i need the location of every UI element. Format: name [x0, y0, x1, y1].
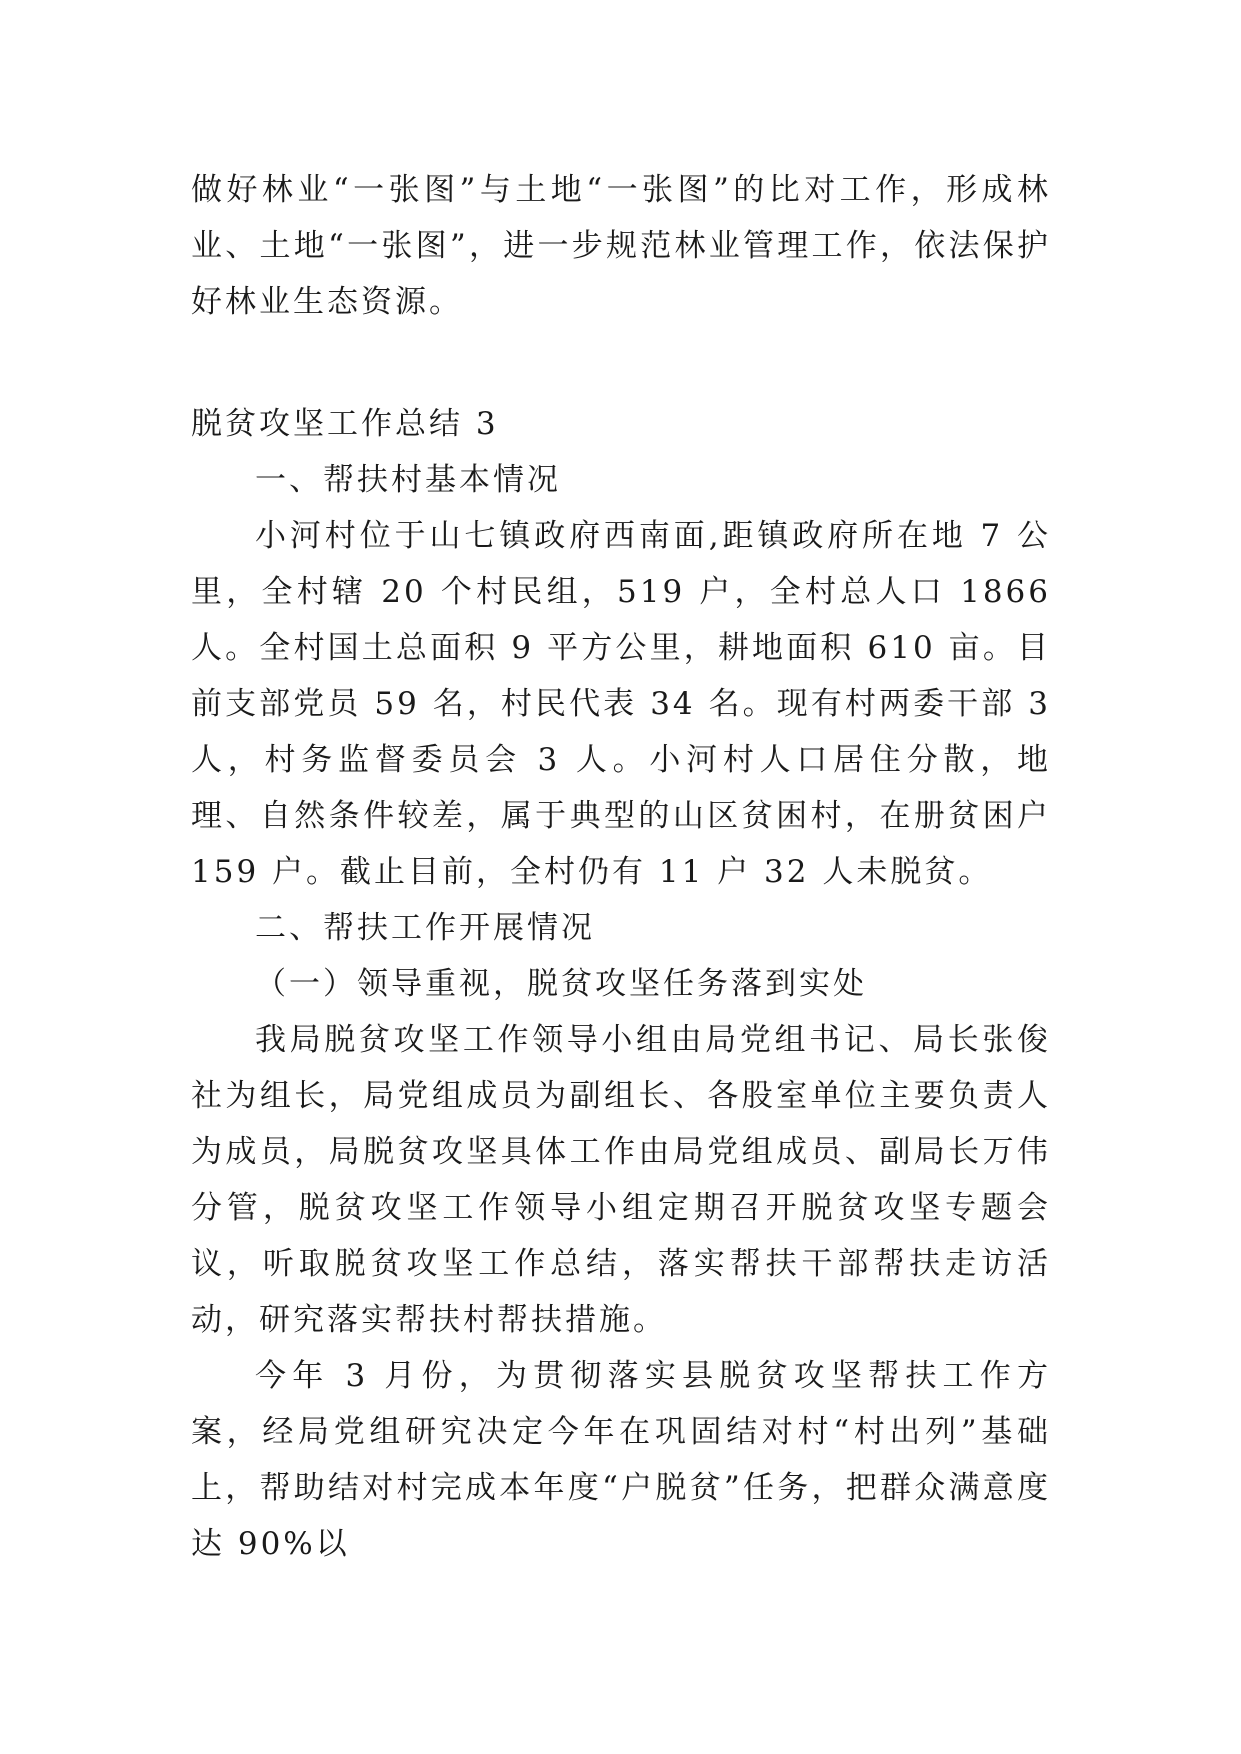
section1-paragraph: 小河村位于山七镇政府西南面,距镇政府所在地 7 公里，全村辖 20 个村民组，519 户，全村总人口 1866 人。全村国土总面积 9 平方公里，耕地面积 610 亩。目前支部党员 59 名，村民代表 34 名。现有村两委干部 3 人，村务监督委员会 3 人。小河村人口居住分散，地理、自然条件较差，属于典型的山区贫困村，在册贫困户 159 户。截止目前，全村仍有 11 户 32 人未脱贫。 [191, 518, 1051, 890]
main-content-block [191, 396, 1051, 1572]
section2-subheading-1: （一）领导重视，脱贫攻坚任务落到实处 [255, 966, 867, 1002]
section2-paragraph-2: 今年 3 月份，为贯彻落实县脱贫攻坚帮扶工作方案，经局党组研究决定今年在巩固结对村“村出列”基础上，帮助结对村完成本年度“户脱贫”任务，把群众满意度达 90%以 [191, 1358, 1051, 1562]
document-title: 脱贫攻坚工作总结 3 [191, 406, 499, 442]
section1-heading: 一、帮扶村基本情况 [255, 462, 561, 498]
continuation-paragraph: 做好林业“一张图”与土地“一张图”的比对工作，形成林业、土地“一张图”，进一步规范林业管理工作，依法保护好林业生态资源。 [191, 172, 1051, 320]
section2-heading: 二、帮扶工作开展情况 [255, 910, 595, 946]
section2-paragraph-1: 我局脱贫攻坚工作领导小组由局党组书记、局长张俊社为组长，局党组成员为副组长、各股室单位主要负责人为成员，局脱贫攻坚具体工作由局党组成员、副局长万伟分管，脱贫攻坚工作领导小组定期召开脱贫攻坚专题会议，听取脱贫攻坚工作总结，落实帮扶干部帮扶走访活动，研究落实帮扶村帮扶措施。 [191, 1022, 1051, 1338]
continuation-block [191, 162, 1051, 330]
